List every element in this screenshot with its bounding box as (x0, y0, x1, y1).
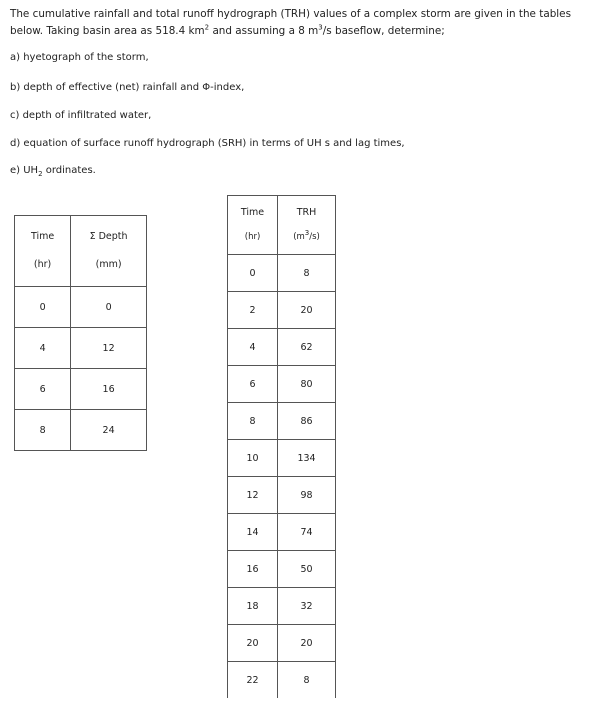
rain-header-time: Time (hr) (15, 216, 71, 287)
table-row: 4 12 (15, 328, 147, 369)
table-row: 22 8 (228, 662, 336, 699)
question-e-sub: 2 (38, 170, 43, 178)
table-row: 0 0 (15, 287, 147, 328)
table-row: 14 74 (228, 514, 336, 551)
table-row: 12 98 (228, 477, 336, 514)
table-row: 16 50 (228, 551, 336, 588)
table-row: 0 8 (228, 255, 336, 292)
rainfall-table (14, 215, 147, 451)
intro-sup-2: 3 (318, 23, 323, 32)
trh-header-flow: TRH $(m^3/s)$ (278, 196, 336, 255)
question-b: b) depth of effective (net) rainfall and Φ-index, (10, 82, 245, 93)
table-row: 8 24 (15, 410, 147, 451)
question-d: d) equation of surface runoff hydrograph (SRH) in terms of UH s and lag times, (10, 138, 405, 149)
trh-table (227, 195, 336, 698)
table-row: 6 80 (228, 366, 336, 403)
rain-header-depth: Σ Depth (mm) (71, 216, 147, 287)
table-row: 10 134 (228, 440, 336, 477)
question-c: c) depth of infiltrated water, (10, 110, 152, 121)
rainfall-table-header (15, 216, 147, 287)
table-row: 20 20 (228, 625, 336, 662)
trh-table-header (228, 196, 336, 255)
intro-sup-1: 2 (204, 23, 210, 32)
question-e-pre: e) UH (10, 165, 39, 176)
table-row: 6 16 (15, 369, 147, 410)
table-row: 4 62 (228, 329, 336, 366)
intro-text-3: /s baseflow, determine; (322, 25, 445, 37)
table-row: 8 86 (228, 403, 336, 440)
table-row: 2 20 (228, 292, 336, 329)
question-a: a) hyetograph of the storm, (10, 52, 149, 63)
question-e-post: ordinates. (42, 165, 96, 176)
problem-statement (10, 6, 595, 40)
table-row: 18 32 (228, 588, 336, 625)
question-e (10, 165, 96, 176)
trh-header-time: Time (hr) (228, 196, 278, 255)
intro-text-2: and assuming a 8 m (209, 25, 319, 37)
intro-text-1: The cumulative rainfall and total runoff hydrograph (TRH) values of a complex storm are given in the tables below. Taking basin area as 518.4 km (10, 8, 571, 37)
